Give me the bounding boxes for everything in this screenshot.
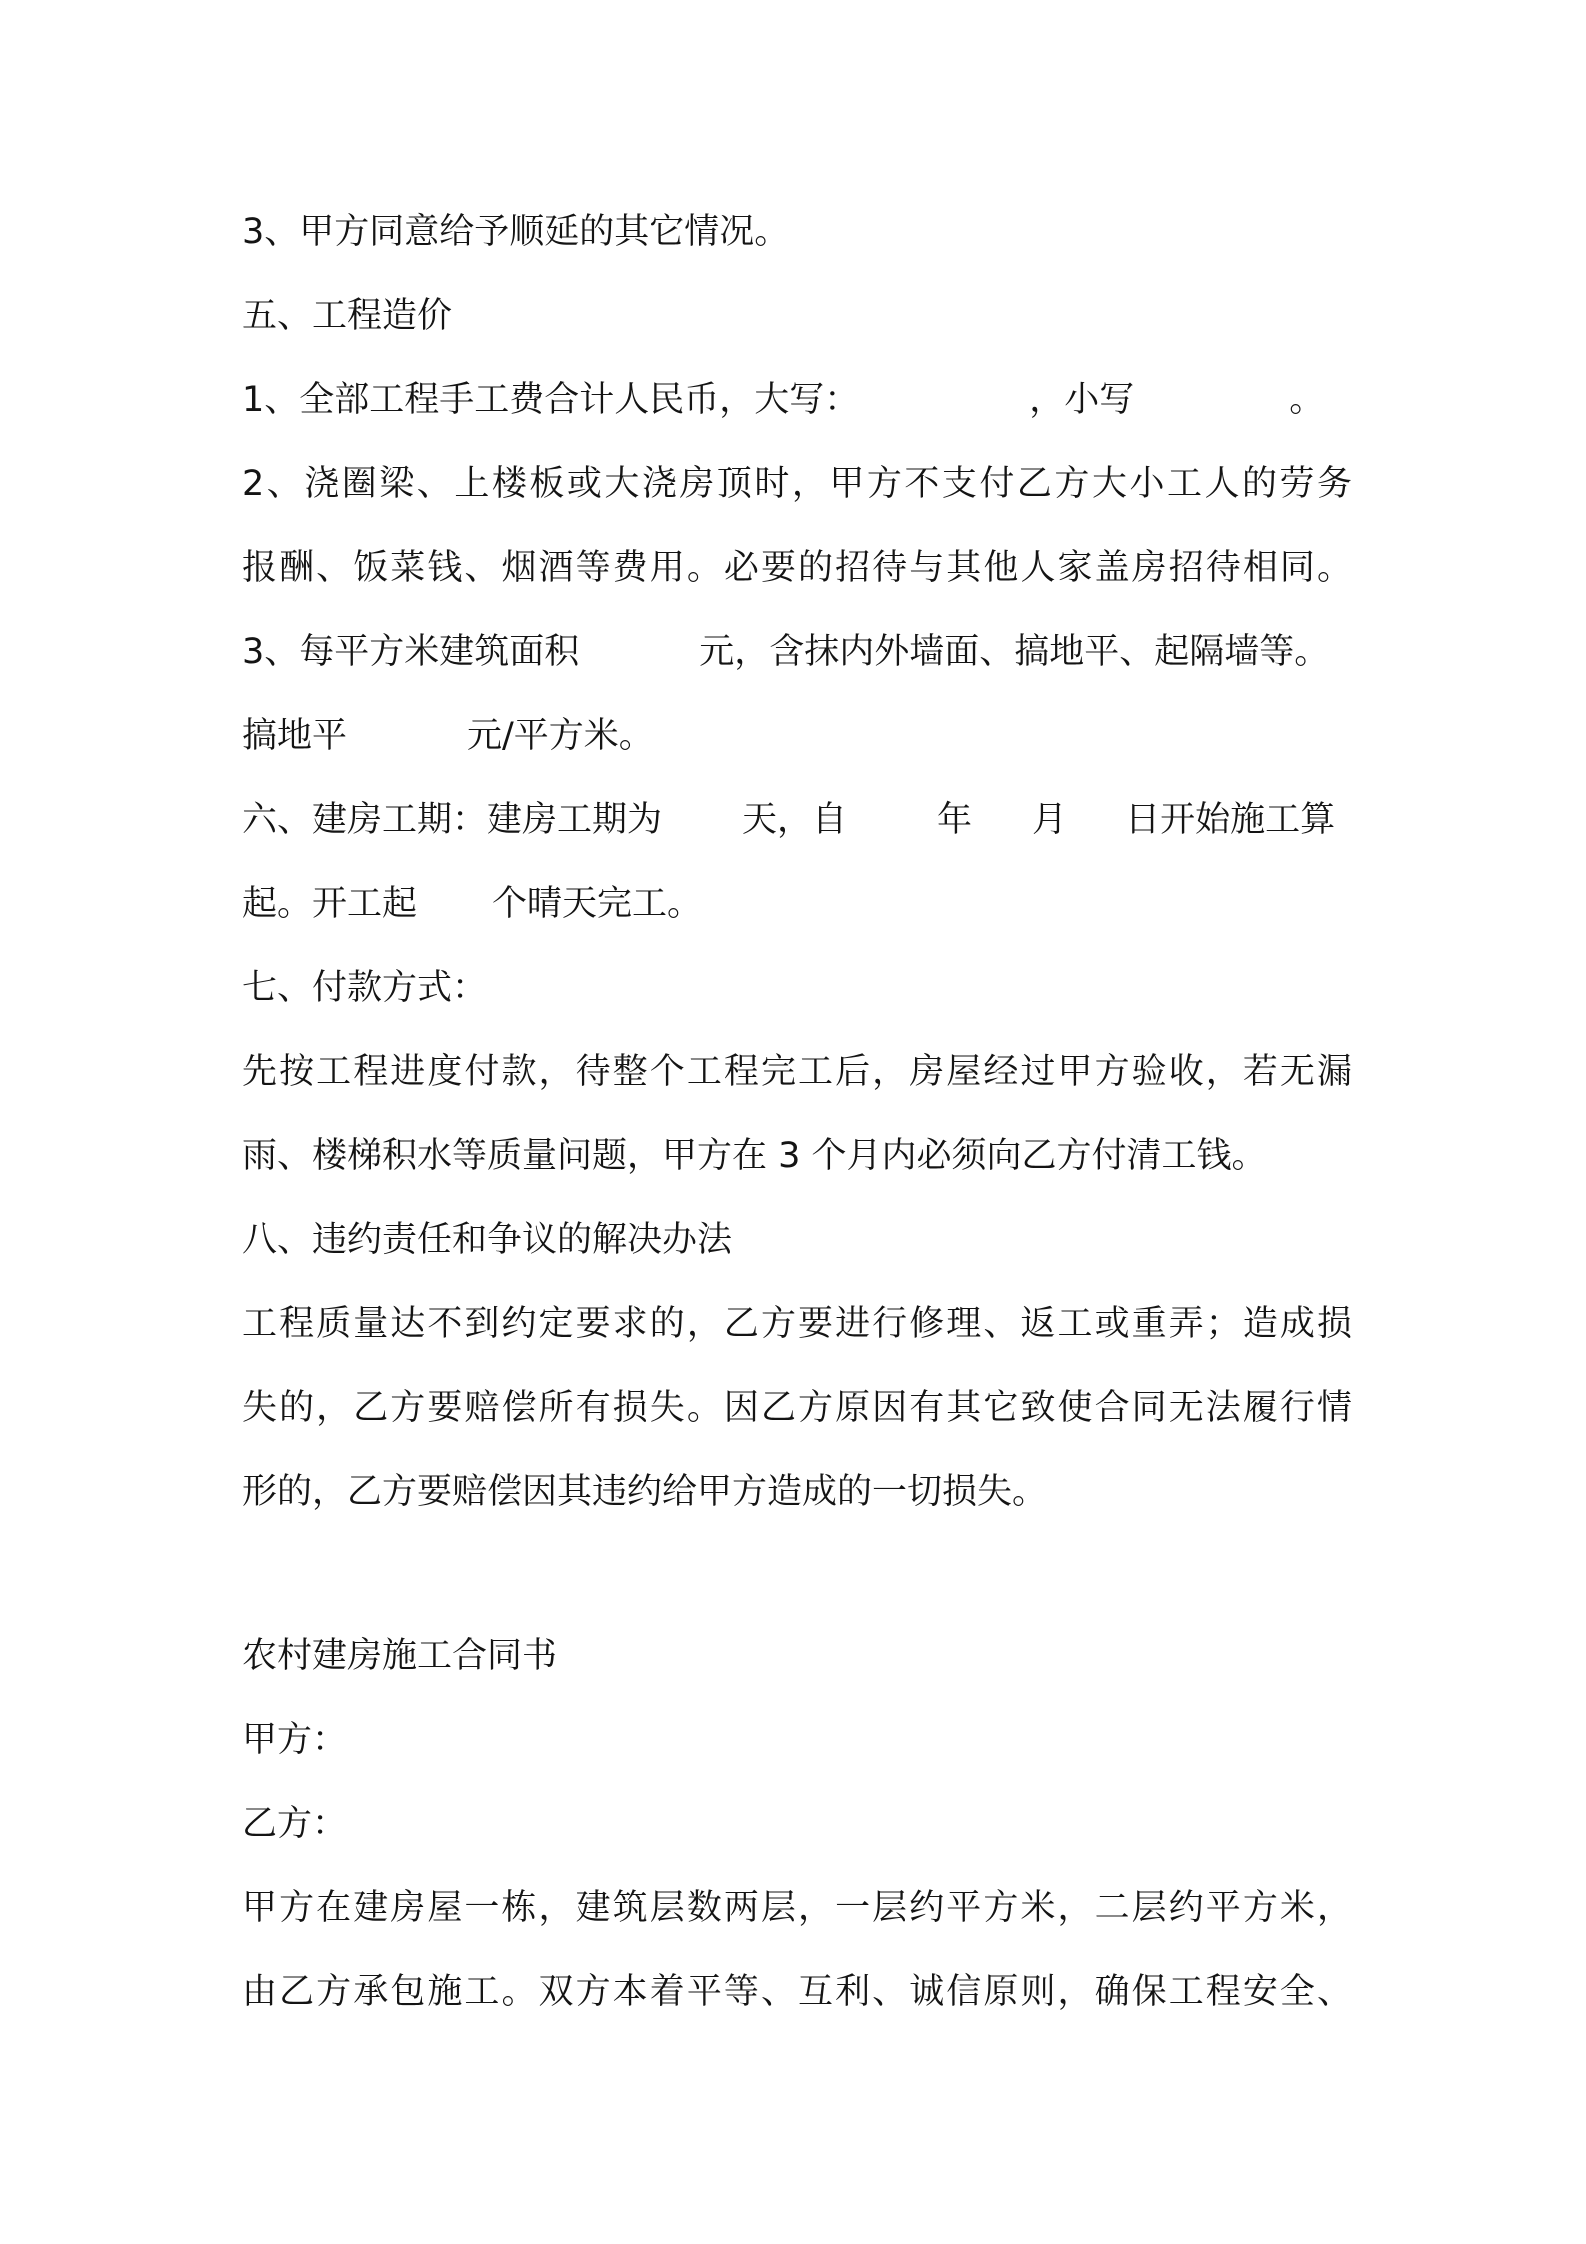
intro-line-1: 甲方在建房屋一栋，建筑层数两层，一层约平方米，二层约平方米，: [242, 1888, 1352, 1928]
cost-item-1-end: 。: [1289, 380, 1325, 420]
party-b-label: 乙方：: [242, 1804, 348, 1844]
section-6-day: 日开始施工算: [1125, 800, 1336, 840]
contract-title: 农村建房施工合同书: [242, 1636, 558, 1676]
section-6-line-2: [242, 880, 702, 928]
section-6-finish-text: 个晴天完工。: [492, 884, 703, 924]
cost-item-1-mid: ，小写: [1029, 380, 1135, 420]
cost-item-3-line-1: [242, 628, 1329, 676]
section-6-start-text: 起。开工起: [242, 884, 418, 924]
intro-line-2: 由乙方承包施工。双方本着平等、互利、诚信原则，确保工程安全、: [242, 1972, 1352, 2012]
section-7-body-line-1: 先按工程进度付款，待整个工程完工后，房屋经过甲方验收，若无漏: [242, 1052, 1352, 1092]
section-6-month: 月: [1032, 800, 1068, 840]
section-8-heading: 八、违约责任和争议的解决办法: [242, 1220, 733, 1260]
cost-item-1: [242, 376, 1324, 424]
section-5-heading: 五、工程造价: [242, 296, 453, 336]
section-8-body-line-2: 失的，乙方要赔偿所有损失。因乙方原因有其它致使合同无法履行情: [242, 1388, 1352, 1428]
cost-item-2-line-2: 报酬、饭菜钱、烟酒等费用。必要的招待与其他人家盖房招待相同。: [242, 548, 1352, 588]
section-8-body-line-1: 工程质量达不到约定要求的，乙方要进行修理、返工或重弄；造成损: [242, 1304, 1352, 1344]
section-7-heading: 七、付款方式：: [242, 968, 488, 1008]
section-6-year: 年: [937, 800, 973, 840]
section-7-body-line-2: 雨、楼梯积水等质量问题，甲方在 3 个月内必须向乙方付清工钱。: [242, 1136, 1267, 1176]
cost-item-3-floor-after: 元/平方米。: [467, 716, 654, 756]
cost-item-3-text-after: 元，含抹内外墙面、搞地平、起隔墙等。: [699, 632, 1330, 672]
section-6-days: 天，自: [742, 800, 848, 840]
cost-item-3-text: 3、每平方米建筑面积: [242, 632, 580, 672]
extension-item-3: 3、甲方同意给予顺延的其它情况。: [242, 212, 790, 252]
section-6-line-1: [242, 796, 1335, 844]
cost-item-1-text: 1、全部工程手工费合计人民币，大写：: [242, 380, 860, 420]
cost-item-3-line-2: [242, 712, 654, 760]
cost-item-3-floor-text: 搞地平: [242, 716, 348, 756]
party-a-label: 甲方：: [242, 1720, 348, 1760]
section-6-label: 六、建房工期：建房工期为: [242, 800, 663, 840]
section-8-body-line-3: 形的，乙方要赔偿因其违约给甲方造成的一切损失。: [242, 1472, 1048, 1512]
cost-item-2-line-1: 2、浇圈梁、上楼板或大浇房顶时，甲方不支付乙方大小工人的劳务: [242, 464, 1352, 504]
